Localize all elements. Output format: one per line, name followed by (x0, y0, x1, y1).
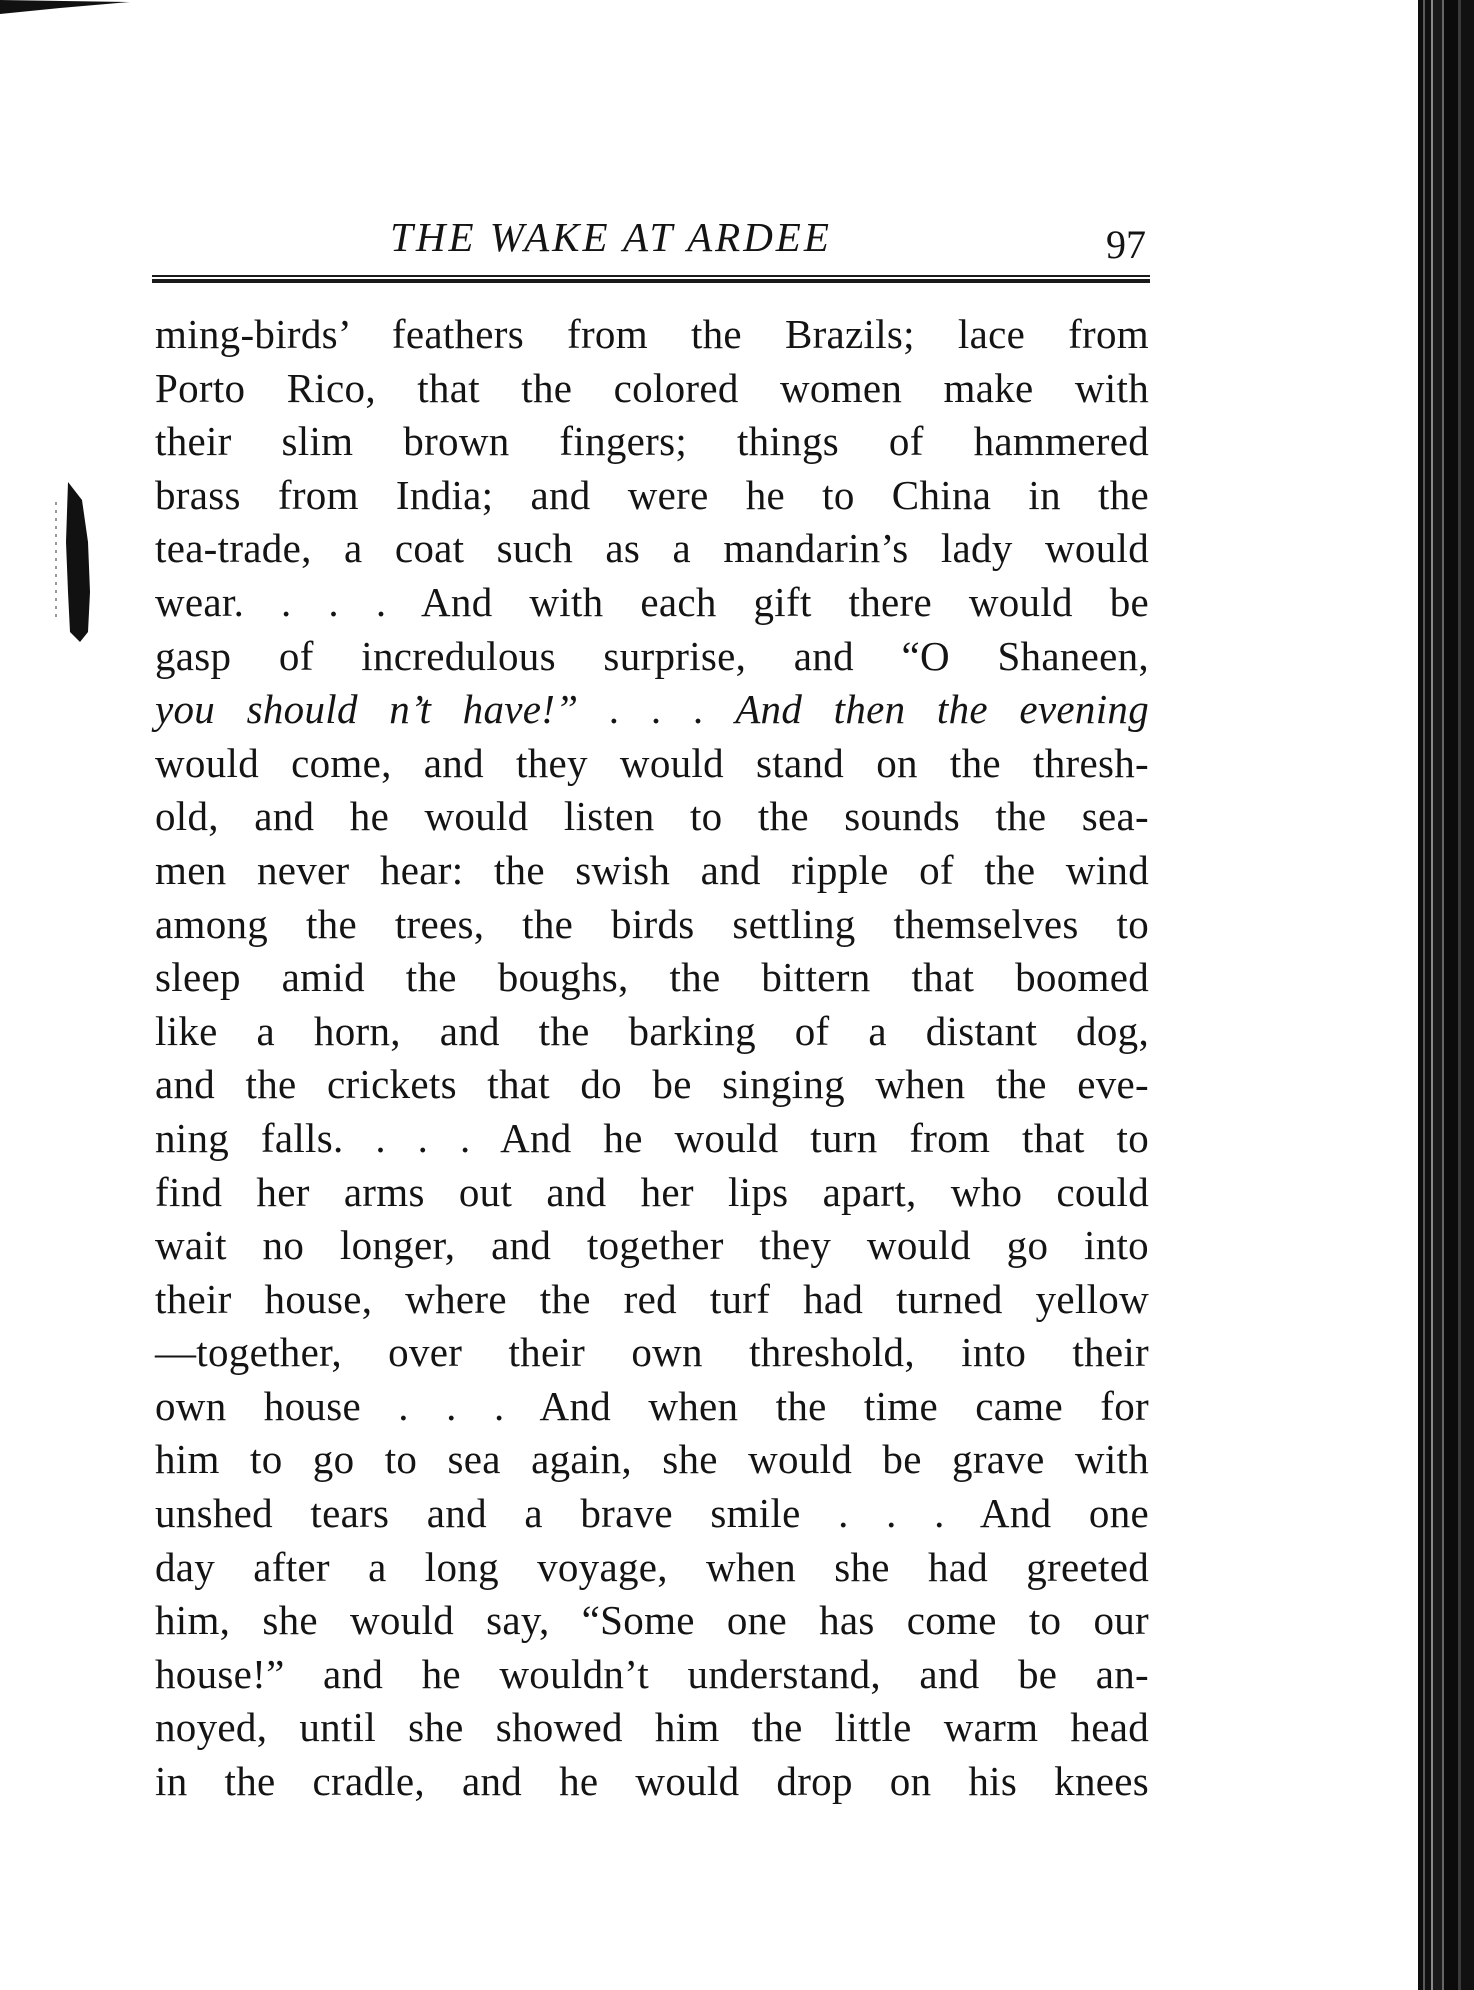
text-line: ming-birds’ feathers from the Brazils; lace from (155, 311, 1149, 357)
binding-mark (48, 482, 118, 642)
text-line: him, she would say, “Some one has come to our (155, 1597, 1149, 1644)
text-line: own house . . . And when the time came for (155, 1382, 1149, 1429)
text-line: ning falls. . . . And he would turn from that to (155, 1114, 1149, 1161)
text-line: him to go to sea again, she would be grave with (155, 1436, 1149, 1483)
text-line: unshed tears and a brave smile . . . And one (155, 1490, 1149, 1537)
book-gutter-edge (1418, 0, 1474, 1990)
text-line: wear. . . . And with each gift there would be (155, 578, 1149, 625)
text-line: men never hear: the swish and ripple of the wind (155, 846, 1149, 893)
text-line: gasp of incredulous surprise, and “O Shaneen, (155, 632, 1149, 679)
text-line: day after a long voyage, when she had greeted (155, 1543, 1149, 1590)
text-line: tea-trade, a coat such as a mandarin’s lady would (155, 525, 1149, 572)
text-line: old, and he would listen to the sounds the sea- (155, 793, 1149, 840)
text-line: house!” and he wouldn’t understand, and be an- (155, 1650, 1149, 1697)
text-line: their slim brown fingers; things of hammered (155, 418, 1149, 465)
running-header (152, 212, 1150, 272)
text-line: and the crickets that do be singing when the eve- (155, 1061, 1149, 1108)
text-line: Porto Rico, that the colored women make with (155, 364, 1149, 411)
running-title: THE WAKE AT ARDEE (390, 214, 832, 260)
text-line-italic: you should n’t have!” . . . And then the evening (155, 686, 1149, 733)
text-line: —together, over their own threshold, into their (155, 1329, 1149, 1376)
text-line: would come, and they would stand on the thresh- (155, 739, 1149, 786)
text-line: find her arms out and her lips apart, who could (155, 1168, 1149, 1215)
text-line: in the cradle, and he would drop on his knees (155, 1758, 1149, 1805)
text-line: brass from India; and were he to China in the (155, 471, 1149, 518)
page-body (155, 308, 1149, 1809)
scan-corner-mark (0, 0, 130, 14)
text-line: wait no longer, and together they would go into (155, 1222, 1149, 1269)
page-number: 97 (1106, 222, 1146, 267)
header-rule-thin (152, 275, 1150, 277)
header-rule-thick (152, 279, 1150, 283)
text-line: their house, where the red turf had turned yellow (155, 1275, 1149, 1322)
text-line: among the trees, the birds settling themselves to (155, 900, 1149, 947)
text-line: like a horn, and the barking of a distant dog, (155, 1007, 1149, 1054)
text-line: sleep amid the boughs, the bittern that boomed (155, 954, 1149, 1001)
header-rule (152, 275, 1150, 284)
text-line: noyed, until she showed him the little warm head (155, 1704, 1149, 1751)
